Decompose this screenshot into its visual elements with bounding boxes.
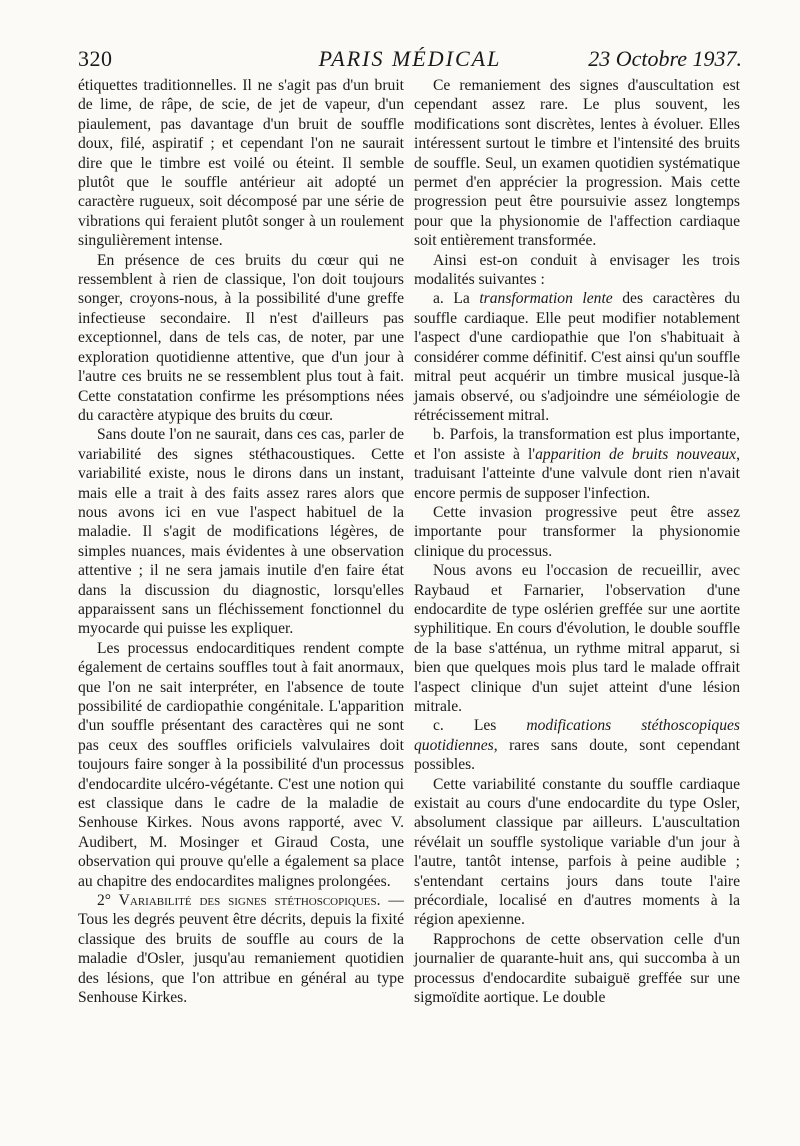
item-emphasis: transformation lente: [479, 290, 613, 308]
section-paragraph: [78, 891, 404, 1007]
paragraph: En présence de ces bruits du cœur qui ne ressemblent à rien de classique, l'on doit toujours songer, croyons-nous, à la possibilité d'une greffe infectieuse secondaire. Il n'est d'ailleurs pas exceptionnel, dans de tels cas, de noter, par une exploration quotidienne attentive, que d'un jour à l'autre ces bruits ne se ressemblent plus tout à fait. Cette constatation confirme les présomptions nées du caractère atypique des bruits du cœur.: [78, 251, 404, 424]
section-body: — Tous les degrés peuvent être décrits, depuis la fixité classique des bruits de souffle au cours de la maladie d'Osler, jusqu'au remaniement quotidien des lésions, que l'on attribue en général au type Senhouse Kirkes.: [78, 892, 404, 1007]
paragraph: Ce remaniement des signes d'auscultation est cependant assez rare. Le plus souvent, les modifications sont discrètes, lentes à évoluer. Elles intéressent surtout le timbre et l'intensité des bruits de souffle. Seul, un examen quotidien systématique permet d'en apprécier la progression. Mais cette progression peut être poursuivie assez longtemps pour que la physionomie de l'affection cardiaque soit entièrement transformée.: [414, 77, 740, 250]
list-item-b: [414, 425, 740, 503]
paragraph: étiquettes traditionnelles. Il ne s'agit pas d'un bruit de lime, de râpe, de scie, de jet de vapeur, d'un piaulement, pas davantage d'un bruit de souffle doux, filé, aspiratif ; et cependant l'on ne saurait dire que le timbre est voilé ou éteint. Il semble plutôt que le souffle antérieur ait adopté un caractère rugueux, soit décomposé par une série de vibrations qui feraient plutôt songer à un roulement singulièrement intense.: [78, 77, 404, 250]
page-header: [78, 44, 742, 76]
item-body: des caractères du souffle cardiaque. Elle peut modifier notablement l'aspect d'une cardiopathie que l'on s'habituait à considérer comme définitif. C'est ainsi qu'un souffle mitral peut acquérir un timbre musical jusque-là jamais observé, ou s'adjoindre une séméiologie de rétrécissement mitral.: [414, 290, 740, 424]
journal-title: PARIS MÉDICAL: [318, 46, 502, 71]
item-body: , rares sans doute, sont cependant possibles.: [414, 736, 740, 774]
item-label: c. Les: [433, 717, 527, 735]
left-column: [78, 76, 404, 1008]
item-label: b. Parfois, la transformation est plus importante, et l'on assiste à l': [414, 426, 740, 463]
paragraph: Ainsi est-on conduit à envisager les trois modalités suivantes :: [414, 251, 740, 289]
paragraph: Cette invasion progressive peut être assez importante pour transformer la physionomie clinique du processus.: [414, 503, 740, 560]
issue-date: 23 Octobre 1937.: [588, 46, 742, 71]
item-emphasis: apparition de bruits nouveaux: [535, 445, 737, 463]
list-item-a: [414, 289, 740, 425]
paragraph: Nous avons eu l'occasion de recueillir, avec Raybaud et Farnarier, l'observation d'une endocardite de type oslérien greffée sur une aortite syphilitique. En cours d'évolution, le double souffle de la base s'atténua, un rythme mitral apparut, si bien que quelques mois plus tard le malade offrait l'aspect clinique d'un sujet atteint d'une lésion mitrale.: [414, 562, 740, 715]
paragraph: Les processus endocarditiques rendent compte également de certains souffles tout à fait anormaux, que l'on ne sait interpréter, en l'absence de toute possibilité de cardiopathie congénitale. L'apparition d'un souffle présentant des caractères qui ne sont pas ceux des souffles orificiels valvulaires doit toujours faire songer à la possibilité d'un processus d'endocardite ulcéro-végétante. C'est une notion qui est classique dans le cadre de la maladie de Senhouse Kirkes. Nous avons rapporté, avec V. Audibert, M. Mosinger et Giraud Costa, une observation qui prouve qu'elle a également sa place au chapitre des endocardites malignes prolongées.: [78, 639, 404, 890]
item-body: , traduisant l'atteinte d'une valvule dont rien n'avait encore permis de supposer l'infection.: [414, 445, 741, 502]
page-number: 320: [78, 46, 113, 71]
list-item-c: [414, 716, 740, 774]
section-heading: 2° Variabilité des signes stéthoscopiques.: [97, 892, 381, 910]
paragraph: Rapprochons de cette observation celle d'un journalier de quarante-huit ans, qui succomba à un processus d'endocardite subaiguë greffée sur une sigmoïdite aortique. Le double: [414, 930, 740, 1007]
item-label: a. La: [433, 290, 480, 308]
paragraph: Cette variabilité constante du souffle cardiaque existait au cours d'une endocardite du type Osler, absolument classique par ailleurs. L'auscultation révélait un souffle systolique variable d'un jour à l'autre, tantôt intense, parfois à peine audible ; s'entendant certains jours dans toute l'aire précordiale, localisé en d'autres moments à la région apexienne.: [414, 775, 740, 929]
right-column: [414, 76, 740, 1008]
paragraph: Sans doute l'on ne saurait, dans ces cas, parler de variabilité des signes stéthacoustiques. Cette variabilité existe, nous le dirons dans un instant, mais elle a trait à des faits assez rares alors que nous avons ici en vue l'aspect habituel de la maladie. Il s'agit de modifications légères, de simples nuances, mais évidentes à une observation attentive ; il ne sera jamais inutile d'en faire état dans la discussion du diagnostic, lorsqu'elles apparaissent sans un fléchissement fonctionnel du myocarde qui puisse les expliquer.: [78, 426, 404, 638]
item-emphasis: modifications stéthoscopiques quotidiennes: [414, 717, 740, 754]
